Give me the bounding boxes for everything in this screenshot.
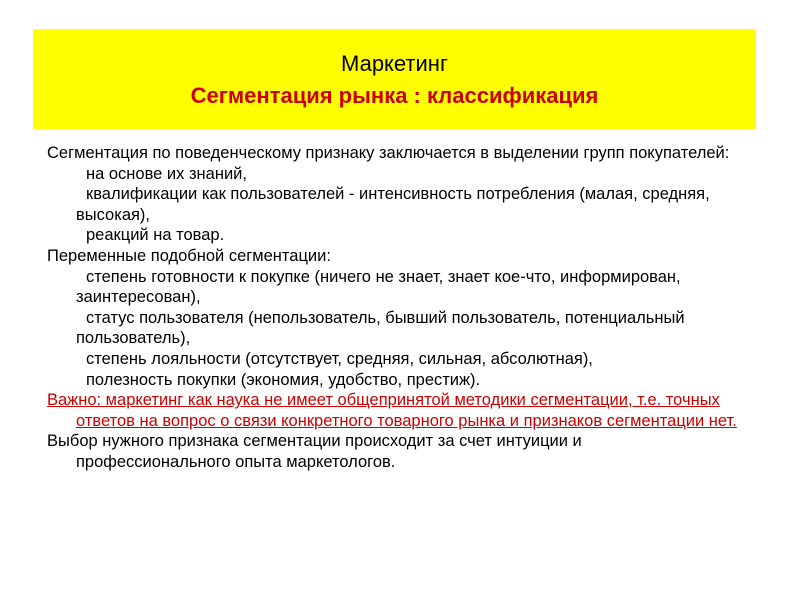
slide-subtitle: Сегментация рынка : классификация xyxy=(190,83,599,108)
paragraph-variables: Переменные подобной сегментации: xyxy=(47,246,331,265)
slide-header xyxy=(33,29,756,129)
list-item: степень лояльности (отсутствует, средняя, сильная, абсолютная), xyxy=(86,349,593,368)
list-item: статус пользователя (непользователь, бывший пользователь, потенциальный пользователь), xyxy=(76,308,685,348)
list-item: полезность покупки (экономия, удобство, престиж). xyxy=(86,370,481,389)
paragraph-conclusion: Выбор нужного признака сегментации происходит за счет интуиции и профессионального опыта маркетологов. xyxy=(47,432,582,471)
important-note: Важно: маркетинг как наука не имеет общепринятой методики сегментации, т.е. точных ответов на вопрос о связи конкретного товарного рынка и признаков сегментации нет. xyxy=(47,391,737,430)
paragraph-behavioral: Сегментация по поведенческому признаку заключается в выделении групп покупателей: xyxy=(47,144,730,162)
slide-title: Маркетинг xyxy=(341,51,448,76)
list-item: на основе их знаний, xyxy=(86,164,247,183)
list-item: реакций на товар. xyxy=(86,226,225,245)
list-item: квалификации как пользователей - интенсивность потребления (малая, средняя, высокая), xyxy=(76,185,710,224)
slide-body xyxy=(47,143,737,473)
list-item: степень готовности к покупке (ничего не знает, знает кое-что, информирован, заинтересован), xyxy=(76,267,681,307)
